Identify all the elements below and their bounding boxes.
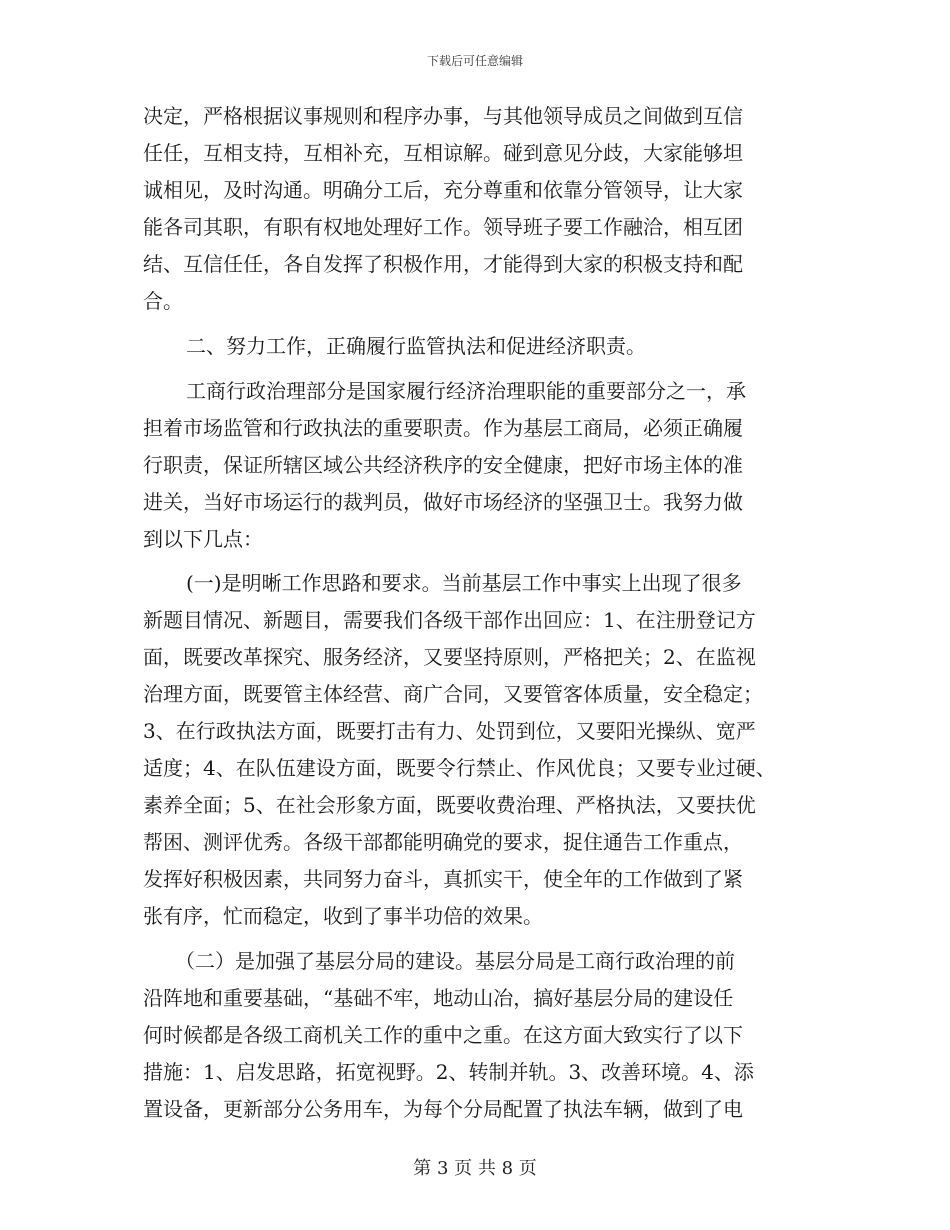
text-line: 措施：1、启发思路，拓宽视野。2、转制并轨。3、改善环境。4、添 bbox=[143, 1060, 754, 1084]
text-line: 适度；4、在队伍建设方面，既要令行禁止、作风优良；又要专业过硬、 bbox=[143, 756, 776, 780]
text-line: 置设备，更新部分公务用车，为每个分局配置了执法车辆，做到了电 bbox=[143, 1097, 743, 1121]
page-header: 下载后可任意编辑 bbox=[426, 54, 523, 68]
text-line: 担着市场监管和行政执法的重要职责。作为基层工商局，必须正确履 bbox=[143, 416, 743, 440]
text-line: 到以下几点： bbox=[143, 527, 263, 551]
text-line: 发挥好积极因素，共同努力奋斗，真抓实干，使全年的工作做到了紧 bbox=[143, 867, 743, 891]
text-line: 进关，当好市场运行的裁判员，做好市场经济的坚强卫士。我努力做 bbox=[143, 490, 743, 514]
text-line: 工商行政治理部分是国家履行经济治理职能的重要部分之一，承 bbox=[186, 379, 746, 403]
text-line: 沿阵地和重要基础，“基础不牢，地动山冶，搞好基层分局的建设任 bbox=[143, 986, 734, 1010]
text-line: 素养全面；5、在社会形象方面，既要收费治理、严格执法，又要扶优 bbox=[143, 793, 756, 817]
text-line: 3、在行政执法方面，既要打击有力、处罚到位，又要阳光操纵、宽严 bbox=[143, 719, 756, 743]
section-heading: 二、努力工作，正确履行监管执法和促进经济职责。 bbox=[186, 334, 646, 358]
text-line: 新题目情况、新题目，需要我们各级干部作出回应：1、在注册登记方 bbox=[143, 608, 756, 632]
text-line: 决定，严格根据议事规则和程序办事，与其他领导成员之间做到互信 bbox=[143, 104, 743, 128]
text-line: (一)是明晰工作思路和要求。当前基层工作中事实上出现了很多 bbox=[186, 571, 742, 595]
text-line: 能各司其职，有职有权地处理好工作。领导班子要工作融洽，相互团 bbox=[143, 215, 743, 239]
text-line: 合。 bbox=[143, 289, 183, 313]
text-line: 张有序，忙而稳定，收到了事半功倍的效果。 bbox=[143, 904, 543, 928]
text-line: 何时候都是各级工商机关工作的重中之重。在这方面大致实行了以下 bbox=[143, 1023, 743, 1047]
text-line: 任任，互相支持，互相补充，互相谅解。碰到意见分歧，大家能够坦 bbox=[143, 141, 743, 165]
page-footer: 第 3 页 共 8 页 bbox=[413, 1158, 537, 1179]
text-line: 帮困、测评优秀。各级干部都能明确党的要求，捉住通告工作重点， bbox=[143, 830, 743, 854]
text-line: 行职责，保证所辖区域公共经济秩序的安全健康，把好市场主体的准 bbox=[143, 453, 743, 477]
text-line: 治理方面，既要管主体经营、商广合同，又要管客体质量，安全稳定； bbox=[143, 682, 763, 706]
text-line: （二）是加强了基层分局的建设。基层分局是工商行政治理的前 bbox=[175, 949, 735, 973]
text-line: 结、互信任任，各自发挥了积极作用，才能得到大家的积极支持和配 bbox=[143, 252, 743, 276]
text-line: 面，既要改革探究、服务经济，又要坚持原则，严格把关；2、在监视 bbox=[143, 645, 756, 669]
text-line: 诚相见，及时沟通。明确分工后，充分尊重和依靠分管领导，让大家 bbox=[143, 178, 743, 202]
